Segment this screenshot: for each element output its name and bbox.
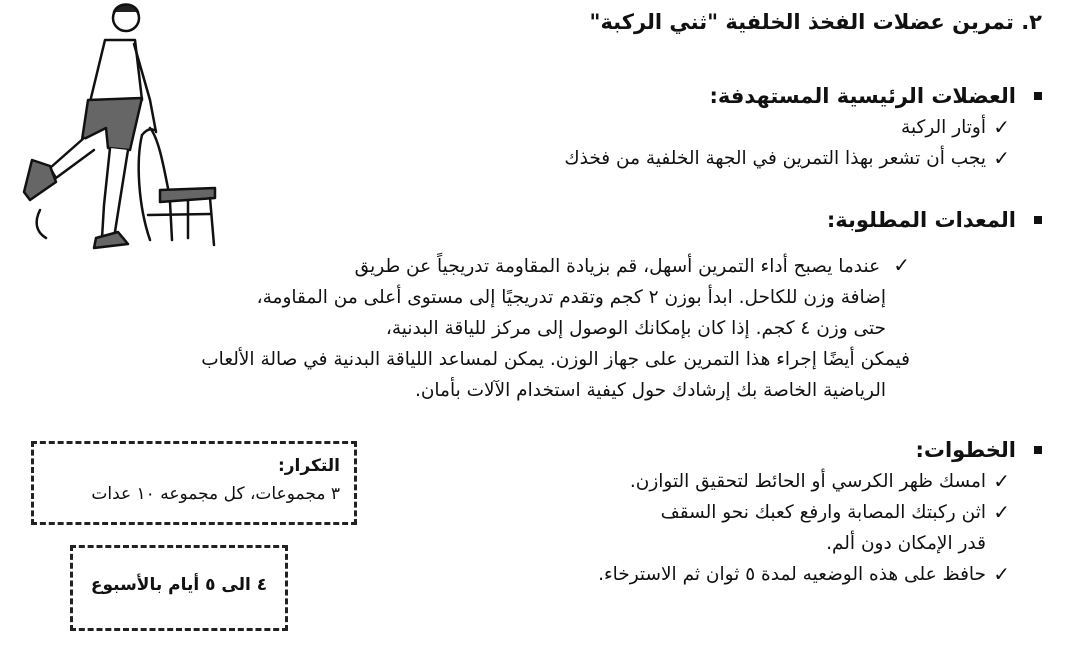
chair-back-leg xyxy=(139,135,150,240)
muscles-item-text: أوتار الركبة xyxy=(901,117,986,138)
steps-continuation-text: قدر الإمكان دون ألم. xyxy=(826,533,986,554)
list-item xyxy=(564,143,1042,174)
steps-heading: الخطوات: xyxy=(915,438,1016,462)
frequency-box xyxy=(70,545,288,631)
list-item-continuation xyxy=(598,528,1042,559)
square-bullet-icon xyxy=(1034,446,1042,454)
equipment-heading: المعدات المطلوبة: xyxy=(826,208,1016,232)
steps-item-text: اثن ركبتك المصابة وارفع كعبك نحو السقف xyxy=(660,502,986,523)
motion-arrow xyxy=(37,210,46,238)
exercise-title: ٢. تمرين عضلات الفخذ الخلفية "ثني الركبة" xyxy=(589,10,1042,34)
paragraph-line: إضافة وزن للكاحل. ابدأ بوزن ٢ كجم وتقدم تدريجيًا إلى مستوى أعلى من المقاومة، xyxy=(256,287,886,308)
exercise-illustration xyxy=(10,0,225,270)
paragraph-line: حتى وزن ٤ كجم. إذا كان بإمكانك الوصول إلى مركز للياقة البدنية، xyxy=(385,318,886,339)
square-bullet-icon xyxy=(1034,92,1042,100)
list-item xyxy=(598,497,1042,528)
paragraph-line: فيمكن أيضًا إجراء هذا التمرين على جهاز الوزن. يمكن لمساعد اللياقة البدنية في صالة الألعاب xyxy=(201,349,910,370)
list-item xyxy=(598,559,1042,590)
steps-item-text: امسك ظهر الكرسي أو الحائط لتحقيق التوازن. xyxy=(629,471,986,492)
equipment-paragraph xyxy=(60,250,910,406)
standing-leg xyxy=(102,148,128,238)
list-item xyxy=(564,112,1042,143)
bent-leg-shoe xyxy=(24,160,56,200)
check-icon: ✓ xyxy=(993,562,1010,586)
check-icon: ✓ xyxy=(993,469,1010,493)
bent-leg xyxy=(50,138,94,178)
repetitions-box xyxy=(31,441,357,525)
section-muscles xyxy=(564,80,1042,174)
section-heading xyxy=(564,80,1042,112)
chair-back-post xyxy=(150,128,170,198)
shirt xyxy=(90,40,142,102)
section-heading xyxy=(598,434,1042,466)
check-icon: ✓ xyxy=(993,146,1010,170)
shorts xyxy=(82,98,142,150)
repetitions-label: التكرار: xyxy=(277,456,340,476)
square-bullet-icon xyxy=(1034,216,1042,224)
standing-shoe xyxy=(94,232,128,248)
section-equipment xyxy=(827,204,1042,236)
repetitions-value: ٣ مجموعات، كل مجموعه ١٠ عدات xyxy=(91,484,340,504)
steps-item-text: حافظ على هذه الوضعيه لمدة ٥ ثوان ثم الاسترخاء. xyxy=(598,564,986,585)
muscles-item-text: يجب أن تشعر بهذا التمرين في الجهة الخلفية من فخذك xyxy=(564,148,986,169)
check-icon: ✓ xyxy=(993,115,1010,139)
check-icon: ✓ xyxy=(893,253,910,277)
muscles-heading: العضلات الرئيسية المستهدفة: xyxy=(709,84,1016,108)
check-icon: ✓ xyxy=(993,500,1010,524)
frequency-value: ٤ الى ٥ أيام بالأسبوع xyxy=(90,575,268,595)
section-steps xyxy=(598,434,1042,590)
paragraph-line: الرياضية الخاصة بك إرشادك حول كيفية استخدام الآلات بأمان. xyxy=(414,380,886,401)
section-heading xyxy=(827,204,1042,236)
paragraph-line-text: عندما يصبح أداء التمرين أسهل، قم بزيادة المقاومة تدريجياً عن طريق xyxy=(354,256,881,277)
list-item xyxy=(598,466,1042,497)
